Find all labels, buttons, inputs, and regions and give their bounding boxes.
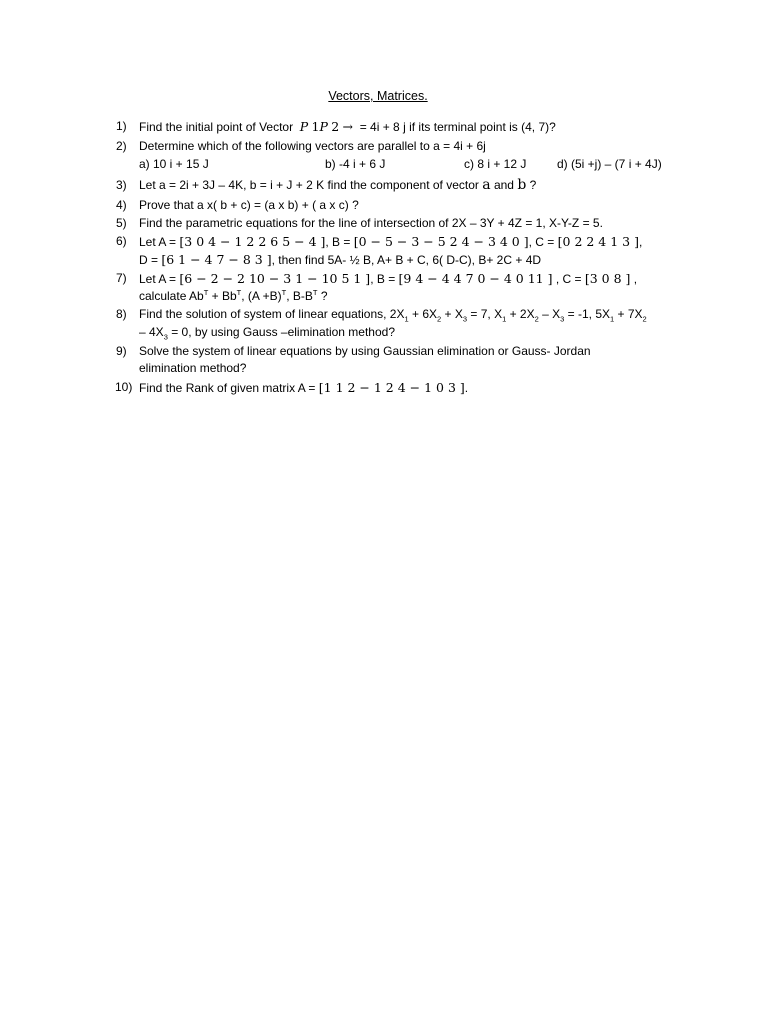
question-text: Determine which of the following vectors are parallel to a = 4i + 6j bbox=[139, 139, 486, 153]
vector-index-1: 1 bbox=[311, 119, 320, 134]
subscript: 2 bbox=[534, 314, 539, 324]
question-8-line-2 bbox=[139, 325, 395, 340]
matrix-a: [3 0 4 − 1 2 2 6 5 − 4 ] bbox=[179, 234, 326, 249]
vector-index-2: 2 bbox=[331, 119, 340, 134]
q6-sep: , C = bbox=[528, 235, 555, 249]
question-text bbox=[139, 178, 536, 193]
transpose-mark: T bbox=[281, 288, 287, 297]
q6-sep: , B = bbox=[325, 235, 351, 249]
subscript: 3 bbox=[560, 314, 565, 324]
subscript: 3 bbox=[462, 314, 468, 324]
matrix-c: [0 2 2 4 1 3 ] bbox=[557, 234, 639, 249]
subscript: 1 bbox=[404, 314, 409, 324]
question-number: 6) bbox=[116, 234, 127, 248]
option-b: b) -4 i + 6 J bbox=[325, 157, 386, 171]
question-number: 3) bbox=[116, 178, 127, 192]
matrix-c: [3 0 8 ] bbox=[584, 271, 631, 286]
transpose-mark: T bbox=[203, 288, 209, 297]
matrix-a: [1 1 2 − 1 2 4 − 1 0 3 ] bbox=[318, 380, 465, 395]
q7-text: , (A +B) bbox=[241, 289, 282, 303]
vector-p: P bbox=[299, 119, 309, 134]
subscript: 1 bbox=[610, 314, 615, 324]
question-text: Prove that a x( b + c) = (a x b) + ( a x c) ? bbox=[139, 198, 359, 212]
q10-prefix: Find the Rank of given matrix A = bbox=[139, 381, 316, 395]
question-number: 10) bbox=[115, 380, 133, 394]
question-number: 8) bbox=[116, 307, 127, 321]
q8-text: + X bbox=[441, 307, 463, 321]
q3-prefix: Let a = 2i + 3J – 4K, b = i + J + 2 K find the component of vector bbox=[139, 178, 479, 192]
q7-sep: , B = bbox=[370, 272, 396, 286]
q8-text: Find the solution of system of linear equations, 2X bbox=[139, 307, 405, 321]
q10-period: . bbox=[464, 381, 469, 395]
question-text: Solve the system of linear equations by using Gaussian elimination or Gauss- Jordan bbox=[139, 344, 591, 358]
matrix-d: [6 1 − 4 7 − 8 3 ] bbox=[161, 252, 272, 267]
question-text bbox=[139, 380, 468, 396]
page-title: Vectors, Matrices. bbox=[328, 89, 428, 103]
q7-let: Let A = bbox=[139, 272, 177, 286]
question-number: 5) bbox=[116, 216, 127, 230]
q6-tasks: , then find 5A- ½ B, A+ B + C, 6( D-C), B+ 2C + 4D bbox=[271, 253, 542, 267]
q8-text: = 7, X bbox=[467, 307, 503, 321]
subscript: 1 bbox=[502, 314, 507, 324]
option-a: a) 10 i + 15 J bbox=[139, 157, 209, 171]
transpose-mark: T bbox=[312, 288, 318, 297]
vector-p: P bbox=[319, 119, 328, 134]
subscript: 2 bbox=[437, 314, 442, 324]
q6-comma: , bbox=[638, 235, 643, 249]
q7-sep: , C = bbox=[555, 272, 582, 286]
question-text bbox=[139, 234, 642, 250]
matrix-b: [0 − 5 − 3 − 5 2 4 − 3 4 0 ] bbox=[353, 234, 529, 249]
q7-text: + Bb bbox=[208, 289, 237, 303]
question-number: 1) bbox=[116, 119, 127, 133]
vector-a: a bbox=[482, 177, 491, 193]
q8-text: = -1, 5X bbox=[564, 307, 611, 321]
question-number: 4) bbox=[116, 198, 127, 212]
q8-text: + 7X bbox=[614, 307, 643, 321]
matrix-a: [6 − 2 − 2 10 − 3 1 − 10 5 1 ] bbox=[179, 271, 371, 286]
q6-d-label: D = bbox=[139, 253, 159, 267]
question-9-line-2: elimination method? bbox=[139, 361, 247, 375]
q7-text: , B-B bbox=[286, 289, 313, 303]
question-text bbox=[139, 271, 637, 287]
matrix-b: [9 4 − 4 4 7 0 − 4 0 11 ] bbox=[398, 271, 553, 286]
vector-b: b bbox=[517, 177, 527, 193]
question-6-line-2 bbox=[139, 252, 541, 268]
question-text bbox=[139, 119, 556, 135]
subscript: 2 bbox=[642, 314, 647, 324]
q3-suffix: ? bbox=[529, 178, 537, 192]
q7-text: ? bbox=[317, 289, 328, 303]
question-text bbox=[139, 307, 647, 322]
question-7-line-2 bbox=[139, 289, 328, 304]
q8-text: + 6X bbox=[408, 307, 438, 321]
question-number: 9) bbox=[116, 344, 127, 358]
subscript: 3 bbox=[163, 332, 168, 342]
q1-prefix: Find the initial point of Vector bbox=[139, 120, 294, 134]
q1-suffix: = 4i + 8 j if its terminal point is (4, 7)? bbox=[359, 120, 556, 134]
arrow-icon: → bbox=[342, 119, 354, 134]
q3-and: and bbox=[493, 178, 514, 192]
q7-comma: , bbox=[633, 272, 638, 286]
question-text: Find the parametric equations for the line of intersection of 2X – 3Y + 4Z = 1, X-Y-Z = 5. bbox=[139, 216, 603, 230]
q6-let: Let A = bbox=[139, 235, 177, 249]
option-d: d) (5i +j) – (7 i + 4J) bbox=[557, 157, 662, 171]
q8-text: = 0, by using Gauss –elimination method? bbox=[167, 325, 395, 339]
q7-text: calculate Ab bbox=[139, 289, 204, 303]
q8-text: – X bbox=[538, 307, 561, 321]
question-number: 7) bbox=[116, 271, 127, 285]
question-number: 2) bbox=[116, 139, 127, 153]
transpose-mark: T bbox=[236, 288, 242, 297]
q8-text: – 4X bbox=[139, 325, 164, 339]
option-c: c) 8 i + 12 J bbox=[464, 157, 527, 171]
q8-text: + 2X bbox=[506, 307, 535, 321]
